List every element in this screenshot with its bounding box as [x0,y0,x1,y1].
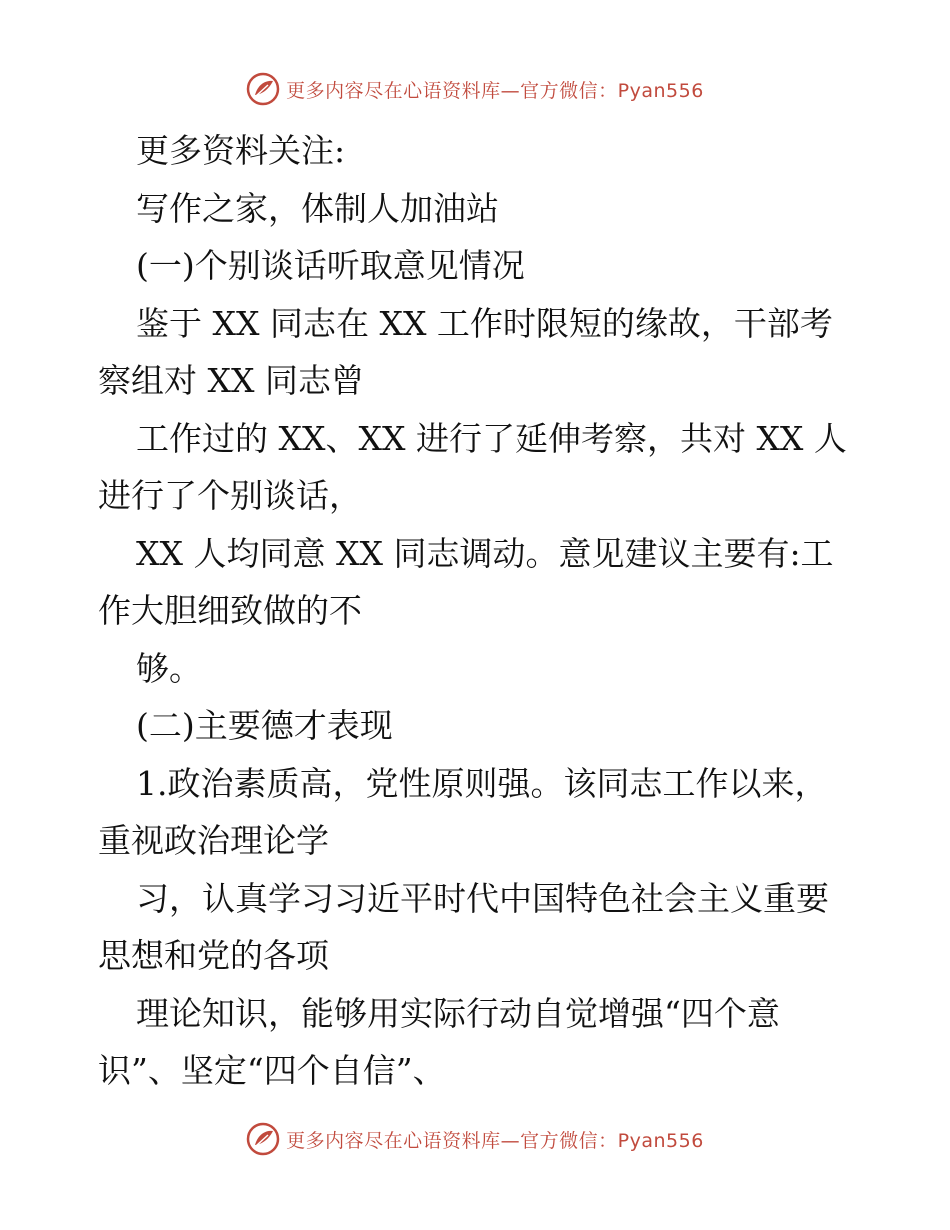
doc-line: (二)主要德才表现 [136,706,393,746]
page-header-watermark [0,69,950,109]
doc-line: 1.政治素质高，党性原则强。该同志工作以来， [136,763,828,803]
doc-line: 够。 [136,648,202,688]
doc-line: 习，认真学习习近平时代中国特色社会主义重要 [136,878,829,918]
page-footer-watermark [0,1119,950,1159]
leaf-logo-icon [246,72,280,106]
doc-line: (一)个别谈话听取意见情况 [136,246,525,286]
doc-line: XX 人均同意 XX 同志调动。意见建议主要有:工 [136,533,834,573]
doc-line: 进行了个别谈话， [98,476,362,516]
doc-line: 写作之家，体制人加油站 [136,188,499,228]
document-body [98,122,858,1100]
doc-line: 理论知识，能够用实际行动自觉增强“四个意 [136,993,780,1033]
doc-line: 重视政治理论学 [98,821,329,861]
doc-line: 作大胆细致做的不 [98,591,362,631]
doc-line: 鉴于 XX 同志在 XX 工作时限短的缘故，干部考 [136,303,833,343]
doc-line: 工作过的 XX、XX 进行了延伸考察，共对 XX 人 [136,418,847,458]
doc-line: 识”、坚定“四个自信”、 [98,1051,446,1091]
header-text: 更多内容尽在心语资料库—官方微信：Pyan556 [286,79,704,102]
footer-text: 更多内容尽在心语资料库—官方微信：Pyan556 [286,1129,704,1152]
doc-line: 更多资料关注: [136,131,346,171]
leaf-logo-icon [246,1122,280,1156]
doc-line: 察组对 XX 同志曾 [98,361,364,401]
doc-line: 思想和党的各项 [98,936,329,976]
